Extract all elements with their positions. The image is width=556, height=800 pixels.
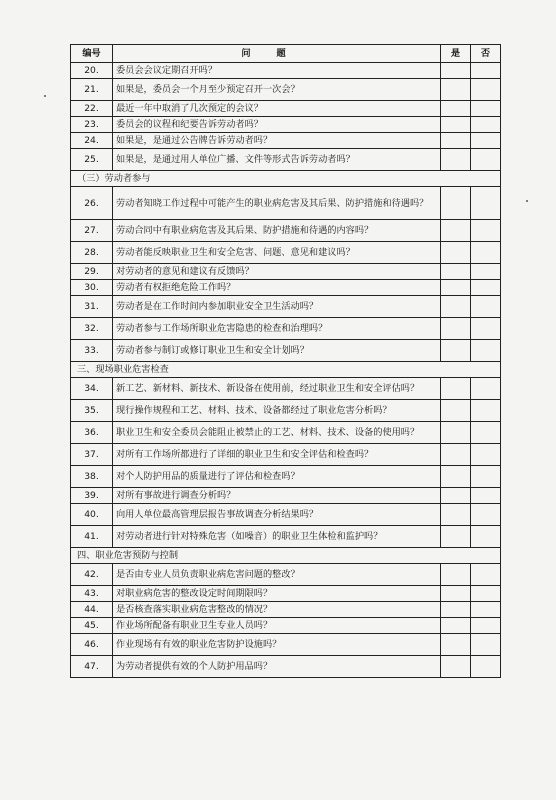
question-text: 对所有事故进行调查分析吗？ <box>113 488 441 504</box>
question-row <box>71 586 501 602</box>
question-text: 是否核查落实职业病危害整改的情况？ <box>113 602 441 618</box>
section-row <box>71 548 501 564</box>
question-row <box>71 79 501 101</box>
answer-yes-cell[interactable] <box>441 79 471 101</box>
answer-no-cell[interactable] <box>471 466 501 488</box>
header-row <box>71 45 501 63</box>
question-number: 38. <box>71 466 113 488</box>
question-number: 31. <box>71 296 113 318</box>
question-number: 36. <box>71 422 113 444</box>
answer-yes-cell[interactable] <box>441 117 471 133</box>
question-number: 43. <box>71 586 113 602</box>
answer-yes-cell[interactable] <box>441 586 471 602</box>
header-question: 问题 <box>113 45 441 63</box>
question-row <box>71 318 501 340</box>
scan-speck <box>44 95 46 97</box>
answer-no-cell[interactable] <box>471 378 501 400</box>
question-row <box>71 526 501 548</box>
answer-yes-cell[interactable] <box>441 318 471 340</box>
question-row <box>71 634 501 656</box>
question-text: 最近一年中取消了几次预定的会议？ <box>113 101 441 117</box>
question-number: 20. <box>71 63 113 79</box>
question-text: 现行操作规程和工艺、材料、技术、设备都经过了职业危害分析吗？ <box>113 400 441 422</box>
answer-yes-cell[interactable] <box>441 444 471 466</box>
question-text: 对劳动者进行针对特殊危害（如噪音）的职业卫生体检和监护吗？ <box>113 526 441 548</box>
question-text: 委员会会议定期召开吗？ <box>113 63 441 79</box>
question-number: 34. <box>71 378 113 400</box>
section-title: 三、现场职业危害检查 <box>71 362 501 378</box>
answer-yes-cell[interactable] <box>441 63 471 79</box>
question-number: 27. <box>71 220 113 242</box>
answer-yes-cell[interactable] <box>441 187 471 220</box>
question-text: 作业场所配备有职业卫生专业人员吗？ <box>113 618 441 634</box>
question-text: 新工艺、新材料、新技术、新设备在使用前，经过职业卫生和安全评估吗？ <box>113 378 441 400</box>
question-row <box>71 618 501 634</box>
answer-yes-cell[interactable] <box>441 422 471 444</box>
question-row <box>71 242 501 264</box>
question-text: 劳动者能反映职业卫生和安全危害、问题、意见和建议吗？ <box>113 242 441 264</box>
question-row <box>71 656 501 678</box>
answer-yes-cell[interactable] <box>441 564 471 586</box>
answer-yes-cell[interactable] <box>441 264 471 280</box>
question-text: 劳动者知晓工作过程中可能产生的职业病危害及其后果、防护措施和待遇吗？ <box>113 187 441 220</box>
answer-no-cell[interactable] <box>471 296 501 318</box>
question-number: 44. <box>71 602 113 618</box>
question-row <box>71 133 501 149</box>
answer-no-cell[interactable] <box>471 488 501 504</box>
answer-no-cell[interactable] <box>471 564 501 586</box>
question-number: 40. <box>71 504 113 526</box>
answer-no-cell[interactable] <box>471 187 501 220</box>
question-row <box>71 488 501 504</box>
question-number: 24. <box>71 133 113 149</box>
question-text: 对个人防护用品的质量进行了评估和检查吗？ <box>113 466 441 488</box>
answer-yes-cell[interactable] <box>441 400 471 422</box>
section-row <box>71 171 501 187</box>
answer-no-cell[interactable] <box>471 422 501 444</box>
answer-yes-cell[interactable] <box>441 634 471 656</box>
answer-no-cell[interactable] <box>471 526 501 548</box>
question-text: 向用人单位最高管理层报告事故调查分析结果吗？ <box>113 504 441 526</box>
question-text: 是否由专业人员负责职业病危害问题的整改？ <box>113 564 441 586</box>
answer-yes-cell[interactable] <box>441 133 471 149</box>
question-row <box>71 280 501 296</box>
question-text: 劳动者是在工作时间内参加职业安全卫生活动吗？ <box>113 296 441 318</box>
question-row <box>71 378 501 400</box>
question-text: 对劳动者的意见和建议有反馈吗？ <box>113 264 441 280</box>
answer-no-cell[interactable] <box>471 133 501 149</box>
question-row <box>71 400 501 422</box>
answer-no-cell[interactable] <box>471 656 501 678</box>
answer-no-cell[interactable] <box>471 264 501 280</box>
questionnaire-sheet <box>70 44 500 678</box>
answer-yes-cell[interactable] <box>441 488 471 504</box>
answer-no-cell[interactable] <box>471 117 501 133</box>
answer-yes-cell[interactable] <box>441 618 471 634</box>
question-number: 45. <box>71 618 113 634</box>
question-text: 如果是，是通过用人单位广播、文件等形式告诉劳动者吗？ <box>113 149 441 171</box>
answer-no-cell[interactable] <box>471 220 501 242</box>
answer-yes-cell[interactable] <box>441 526 471 548</box>
question-row <box>71 149 501 171</box>
question-row <box>71 504 501 526</box>
question-number: 23. <box>71 117 113 133</box>
question-row <box>71 101 501 117</box>
question-row <box>71 296 501 318</box>
answer-no-cell[interactable] <box>471 586 501 602</box>
question-row <box>71 564 501 586</box>
question-text: 作业现场有有效的职业危害防护设施吗？ <box>113 634 441 656</box>
question-row <box>71 220 501 242</box>
answer-yes-cell[interactable] <box>441 656 471 678</box>
question-row <box>71 264 501 280</box>
question-number: 26. <box>71 187 113 220</box>
question-text: 职业卫生和安全委员会能阻止被禁止的工艺、材料、技术、设备的使用吗？ <box>113 422 441 444</box>
question-row <box>71 117 501 133</box>
answer-yes-cell[interactable] <box>441 340 471 362</box>
answer-no-cell[interactable] <box>471 318 501 340</box>
question-number: 25. <box>71 149 113 171</box>
question-text: 劳动者参与工作场所职业危害隐患的检查和治理吗？ <box>113 318 441 340</box>
answer-yes-cell[interactable] <box>441 280 471 296</box>
answer-no-cell[interactable] <box>471 340 501 362</box>
answer-yes-cell[interactable] <box>441 101 471 117</box>
question-number: 35. <box>71 400 113 422</box>
question-row <box>71 187 501 220</box>
question-text: 劳动者参与制订或修订职业卫生和安全计划吗？ <box>113 340 441 362</box>
section-row <box>71 362 501 378</box>
answer-yes-cell[interactable] <box>441 602 471 618</box>
answer-no-cell[interactable] <box>471 63 501 79</box>
question-text: 为劳动者提供有效的个人防护用品吗？ <box>113 656 441 678</box>
question-number: 30. <box>71 280 113 296</box>
question-text: 如果是，是通过公告牌告诉劳动者吗？ <box>113 133 441 149</box>
answer-no-cell[interactable] <box>471 400 501 422</box>
question-number: 37. <box>71 444 113 466</box>
question-number: 33. <box>71 340 113 362</box>
answer-yes-cell[interactable] <box>441 378 471 400</box>
answer-yes-cell[interactable] <box>441 296 471 318</box>
question-text: 如果是，委员会一个月至少预定召开一次会？ <box>113 79 441 101</box>
answer-no-cell[interactable] <box>471 79 501 101</box>
answer-no-cell[interactable] <box>471 280 501 296</box>
question-number: 21. <box>71 79 113 101</box>
question-text: 对职业病危害的整改设定时间期限吗？ <box>113 586 441 602</box>
answer-no-cell[interactable] <box>471 618 501 634</box>
question-row <box>71 63 501 79</box>
question-number: 46. <box>71 634 113 656</box>
scan-speck <box>526 200 528 202</box>
question-number: 39. <box>71 488 113 504</box>
question-row <box>71 602 501 618</box>
answer-no-cell[interactable] <box>471 634 501 656</box>
question-text: 劳动合同中有职业病危害及其后果、防护措施和待遇的内容吗？ <box>113 220 441 242</box>
question-number: 41. <box>71 526 113 548</box>
question-row <box>71 422 501 444</box>
answer-no-cell[interactable] <box>471 504 501 526</box>
question-text: 委员会的议程和纪要告诉劳动者吗？ <box>113 117 441 133</box>
question-number: 42. <box>71 564 113 586</box>
section-title: （三）劳动者参与 <box>71 171 501 187</box>
answer-yes-cell[interactable] <box>441 466 471 488</box>
header-num: 编号 <box>71 45 113 63</box>
question-number: 28. <box>71 242 113 264</box>
question-row <box>71 466 501 488</box>
answer-no-cell[interactable] <box>471 101 501 117</box>
question-number: 29. <box>71 264 113 280</box>
question-row <box>71 340 501 362</box>
question-text: 对所有工作场所都进行了详细的职业卫生和安全评估和检查吗？ <box>113 444 441 466</box>
question-row <box>71 444 501 466</box>
header-no: 否 <box>471 45 501 63</box>
question-text: 劳动者有权拒绝危险工作吗？ <box>113 280 441 296</box>
question-number: 47. <box>71 656 113 678</box>
section-title: 四、职业危害预防与控制 <box>71 548 501 564</box>
answer-no-cell[interactable] <box>471 149 501 171</box>
question-number: 32. <box>71 318 113 340</box>
header-yes: 是 <box>441 45 471 63</box>
answer-no-cell[interactable] <box>471 242 501 264</box>
answer-yes-cell[interactable] <box>441 149 471 171</box>
answer-no-cell[interactable] <box>471 602 501 618</box>
answer-no-cell[interactable] <box>471 444 501 466</box>
questionnaire-table <box>70 44 501 678</box>
question-number: 22. <box>71 101 113 117</box>
answer-yes-cell[interactable] <box>441 220 471 242</box>
answer-yes-cell[interactable] <box>441 242 471 264</box>
answer-yes-cell[interactable] <box>441 504 471 526</box>
